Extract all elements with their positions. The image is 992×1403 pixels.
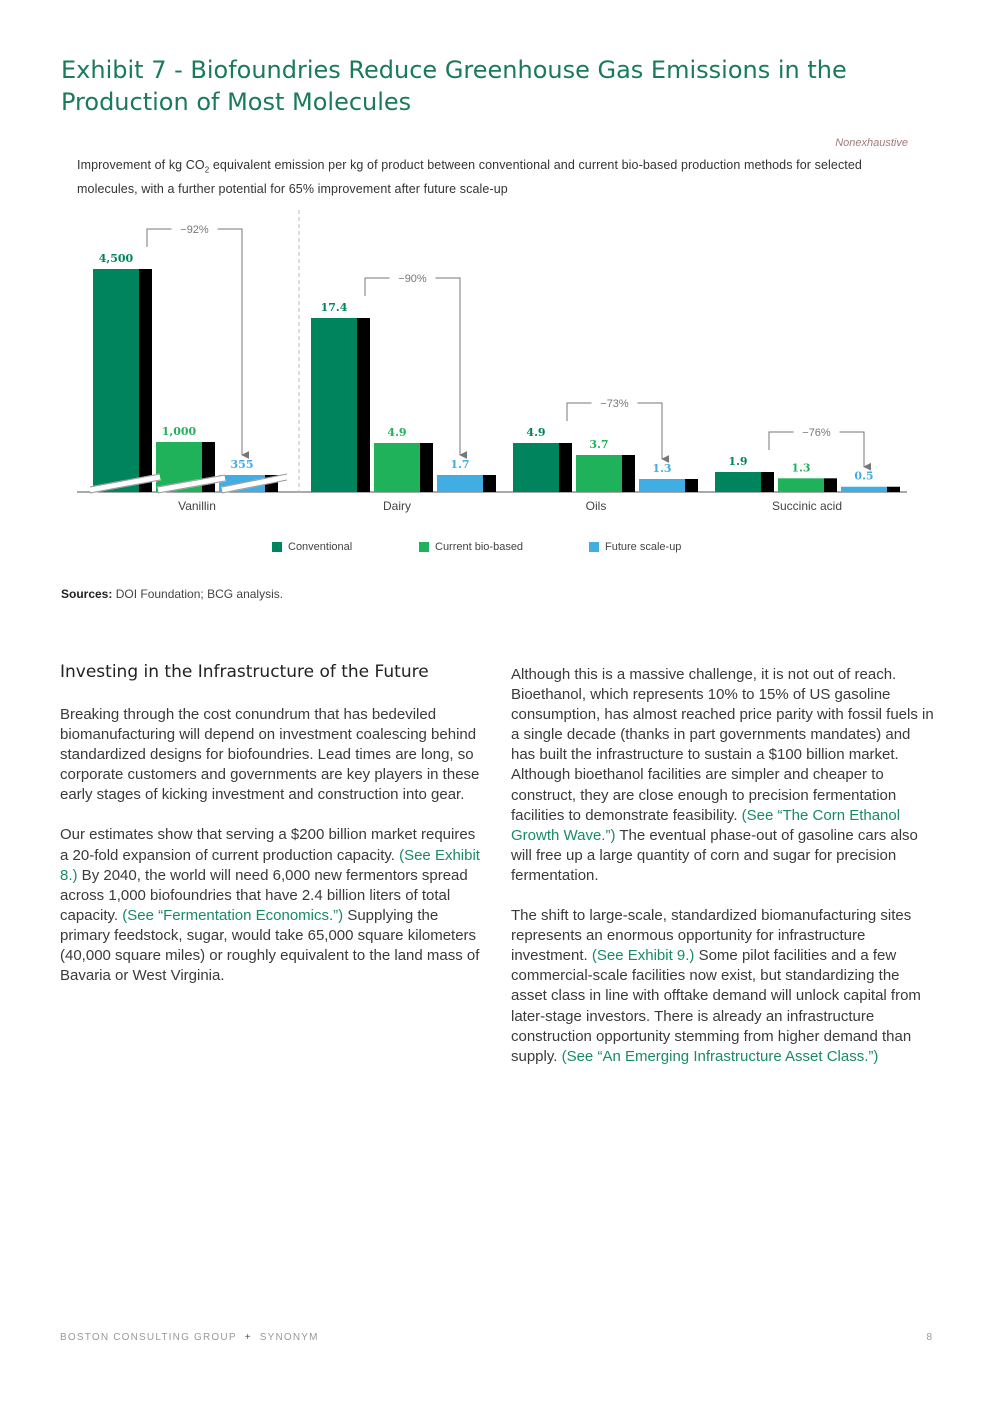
right-p2-text-b: Some pilot facilities and a few commercial-scale facilities now exist, but standardizing the asset class in line with offtake demand will unlock capital from later-stage investors. There is already an infrastructure construction opportunity stemming from higher demand than supply. <box>511 947 921 1065</box>
right-paragraph-1 <box>511 665 936 886</box>
left-column <box>60 705 485 1006</box>
bar-future-scale-up-succinic-acid <box>841 487 887 492</box>
reduction-label: −90% <box>398 273 427 285</box>
category-label: Oils <box>585 499 607 513</box>
bar-shadow-current-bio-based <box>824 478 837 492</box>
category-label: Succinic acid <box>771 499 843 513</box>
left-paragraph-2 <box>60 825 485 986</box>
data-label-conventional: 4.9 <box>526 426 546 439</box>
link-see-exhibit-8[interactable]: (See Exhibit 8.) <box>60 846 480 884</box>
right-p1-text-a: Although this is a massive challenge, it is not out of reach. Bioethanol, which represents 10% to 15% of US gasoline consumption, has almost reached price parity with fossil fuels in a single decade (thanks in part governments mandates) and has built the infrastructure to sustain a $100 billion market. Although bioethanol facilities are simpler and cheaper to construct, they are close enough to precision fermentation facilities to demonstrate feasibility. <box>511 666 934 824</box>
legend-item-current <box>419 541 523 553</box>
reduction-bracket-left <box>147 229 172 247</box>
data-label-current-bio-based: 1,000 <box>161 425 197 438</box>
link-corn-ethanol-growth-wave[interactable]: (See “The Corn Ethanol Growth Wave.”) <box>511 806 901 844</box>
reduction-bracket-left <box>567 403 592 421</box>
bar-current-bio-based-oils <box>576 455 622 492</box>
bar-conventional-dairy <box>311 318 357 492</box>
bar-future-scale-up-oils <box>639 479 685 492</box>
right-paragraph-2 <box>511 906 936 1067</box>
left-p2-text-c: Supplying the primary feedstock, sugar, would take 65,000 square kilometers (40,000 square miles) or roughly equivalent to the land mass of Bavaria or West Virginia. <box>60 906 480 985</box>
subtitle-subscript: 2 <box>204 165 210 175</box>
data-label-current-bio-based: 4.9 <box>387 426 407 439</box>
legend-swatch-current <box>419 542 429 552</box>
left-paragraph-1: Breaking through the cost conundrum that has bedeviled biomanufacturing will depend on investment coalescing behind standardized designs for biofoundries. Lead times are long, so corporate customers and governments are key players in these early stages of kicking investment and construction into gear. <box>60 706 480 804</box>
bar-shadow-future-scale-up <box>483 475 496 492</box>
reduction-arrow <box>638 403 663 459</box>
subtitle-pre: Improvement of kg CO <box>77 158 205 172</box>
bar-shadow-conventional <box>357 318 370 492</box>
legend-swatch-future <box>589 542 599 552</box>
chart-subtitle <box>77 156 912 198</box>
legend-label-future: Future scale-up <box>605 541 682 553</box>
link-emerging-infrastructure-asset-class[interactable]: (See “An Emerging Infrastructure Asset Class.”) <box>561 1047 879 1065</box>
legend-item-conventional <box>272 541 352 553</box>
category-label: Dairy <box>382 499 412 513</box>
sources-label: Sources: <box>61 587 113 601</box>
bar-shadow-conventional <box>559 443 572 492</box>
bar-current-bio-based-succinic-acid <box>778 478 824 492</box>
reduction-bracket-left <box>769 432 794 450</box>
reduction-arrow <box>218 229 243 455</box>
data-label-conventional: 17.4 <box>320 301 348 314</box>
data-label-conventional: 4,500 <box>98 252 134 265</box>
bar-shadow-current-bio-based <box>420 443 433 492</box>
sources-text: DOI Foundation; BCG analysis. <box>112 587 284 601</box>
right-p2-text-a: The shift to large-scale, standardized biomanufacturing sites represents an enormous opportunity for infrastructure investment. <box>511 907 912 965</box>
reduction-bracket-left <box>365 278 390 296</box>
bar-shadow-conventional <box>139 269 152 492</box>
bar-shadow-conventional <box>761 472 774 492</box>
bar-shadow-current-bio-based <box>622 455 635 492</box>
footer-bcg: BOSTON CONSULTING GROUP <box>60 1332 237 1343</box>
footer-brand <box>60 1332 319 1343</box>
page-number: 8 <box>926 1332 932 1343</box>
exhibit-title: Exhibit 7 - Biofoundries Reduce Greenhouse Gas Emissions in the Production of Most Molecules <box>61 56 847 116</box>
reduction-label: −76% <box>802 427 831 439</box>
legend-label-current: Current bio-based <box>435 541 524 553</box>
data-label-future-scale-up: 0.5 <box>854 469 874 483</box>
legend-label-conventional: Conventional <box>288 541 353 553</box>
right-column <box>511 665 936 1087</box>
left-p2-text-a: Our estimates show that serving a $200 billion market requires a 20-fold expansion of current production capacity. <box>60 826 476 864</box>
reduction-arrow <box>840 432 865 467</box>
footer-synonym: SYNONYM <box>259 1332 319 1343</box>
section-heading: Investing in the Infrastructure of the Future <box>60 662 429 682</box>
data-label-future-scale-up: 1.7 <box>450 458 470 471</box>
reduction-arrow <box>436 278 461 455</box>
category-label: Vanillin <box>178 499 216 513</box>
data-label-conventional: 1.9 <box>728 455 748 468</box>
data-label-future-scale-up: 1.3 <box>652 462 672 475</box>
right-p1-text-b: The eventual phase-out of gasoline cars also will free up a large quantity of corn and sugar for precision fermentation. <box>511 826 918 884</box>
bar-shadow-future-scale-up <box>685 479 698 492</box>
subtitle-post: equivalent emission per kg of product between conventional and current bio-based production methods for selected molecules, with a further potential for 65% improvement after future scale-up <box>77 158 862 196</box>
bar-shadow-future-scale-up <box>887 487 900 492</box>
emissions-bar-chart <box>0 200 992 530</box>
legend-swatch-conventional <box>272 542 282 552</box>
data-label-current-bio-based: 1.3 <box>791 461 811 475</box>
bar-conventional-succinic-acid <box>715 472 761 492</box>
link-see-exhibit-9[interactable]: (See Exhibit 9.) <box>591 947 695 965</box>
bar-current-bio-based-dairy <box>374 443 420 492</box>
legend-item-future <box>589 541 681 553</box>
reduction-label: −73% <box>600 398 629 410</box>
bar-conventional-vanillin <box>93 269 139 492</box>
data-label-current-bio-based: 3.7 <box>589 438 609 451</box>
left-p2-text-b: By 2040, the world will need 6,000 new fermentors spread across 1,000 biofoundries that have 2.4 billion liters of total capacity. <box>60 866 468 924</box>
nonexhaustive-note: Nonexhaustive <box>835 137 908 149</box>
reduction-label: −92% <box>180 224 209 236</box>
footer-plus: + <box>244 1332 252 1343</box>
sources-note <box>61 587 283 601</box>
data-label-future-scale-up: 355 <box>230 458 254 471</box>
bar-future-scale-up-dairy <box>437 475 483 492</box>
bar-conventional-oils <box>513 443 559 492</box>
link-fermentation-economics[interactable]: (See “Fermentation Economics.”) <box>122 906 344 924</box>
